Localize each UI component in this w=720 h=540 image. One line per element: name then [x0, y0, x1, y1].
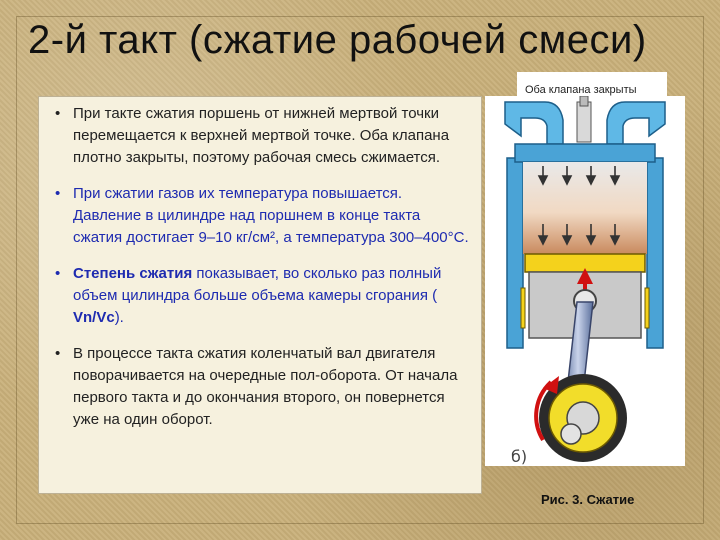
- bullet-text: показывает, во сколько раз полный объем цилиндра больше объема камеры сгорания (: [73, 265, 442, 304]
- text-panel: [38, 96, 482, 494]
- bullet-text-end: ).: [114, 309, 124, 326]
- intake-port-icon: [505, 102, 563, 144]
- cylinder-head: [515, 144, 655, 162]
- bullet-dot-icon: •: [55, 345, 61, 362]
- bullet-list: [39, 97, 481, 431]
- slide-title: 2-й такт (сжатие рабочей смеси): [28, 18, 647, 62]
- bullet-item: [55, 183, 471, 249]
- crank-pin-icon: [561, 424, 581, 444]
- figure-corner-label: б): [511, 447, 528, 466]
- bullet-bold-formula: Vn/Vc: [73, 309, 115, 326]
- bullet-item: [55, 103, 471, 169]
- bullet-dot-icon: •: [55, 185, 61, 202]
- bullet-text: При сжатии газов их температура повышается. Давление в цилиндре над поршнем в конце такта сжатия достигает 9–10 кг/см², а температура 300–400°С.: [73, 185, 469, 246]
- bullet-dot-icon: •: [55, 265, 61, 282]
- bullet-text: В процессе такта сжатия коленчатый вал двигателя поворачивается на очередные пол-оборота. От начала первого такта и до окончания второго, он повернется уже на один оборот.: [73, 345, 458, 428]
- exhaust-port-icon: [607, 102, 665, 144]
- bullet-item: [55, 343, 471, 431]
- engine-diagram: [485, 96, 685, 466]
- engine-compression-illustration: [485, 96, 685, 466]
- spark-plug-icon: [577, 102, 591, 142]
- figure-caption: Рис. 3. Сжатие: [541, 492, 635, 507]
- valves-closed-label: Оба клапана закрыты: [517, 72, 667, 102]
- bullet-bold-term: Степень сжатия: [73, 265, 193, 282]
- bullet-text: При такте сжатия поршень от нижней мертвой точки перемещается к верхней мертвой точке. Оба клапана плотно закрыты, поэтому рабочая смесь сжимается.: [73, 105, 450, 166]
- bullet-dot-icon: •: [55, 105, 61, 122]
- bullet-item: [55, 263, 471, 329]
